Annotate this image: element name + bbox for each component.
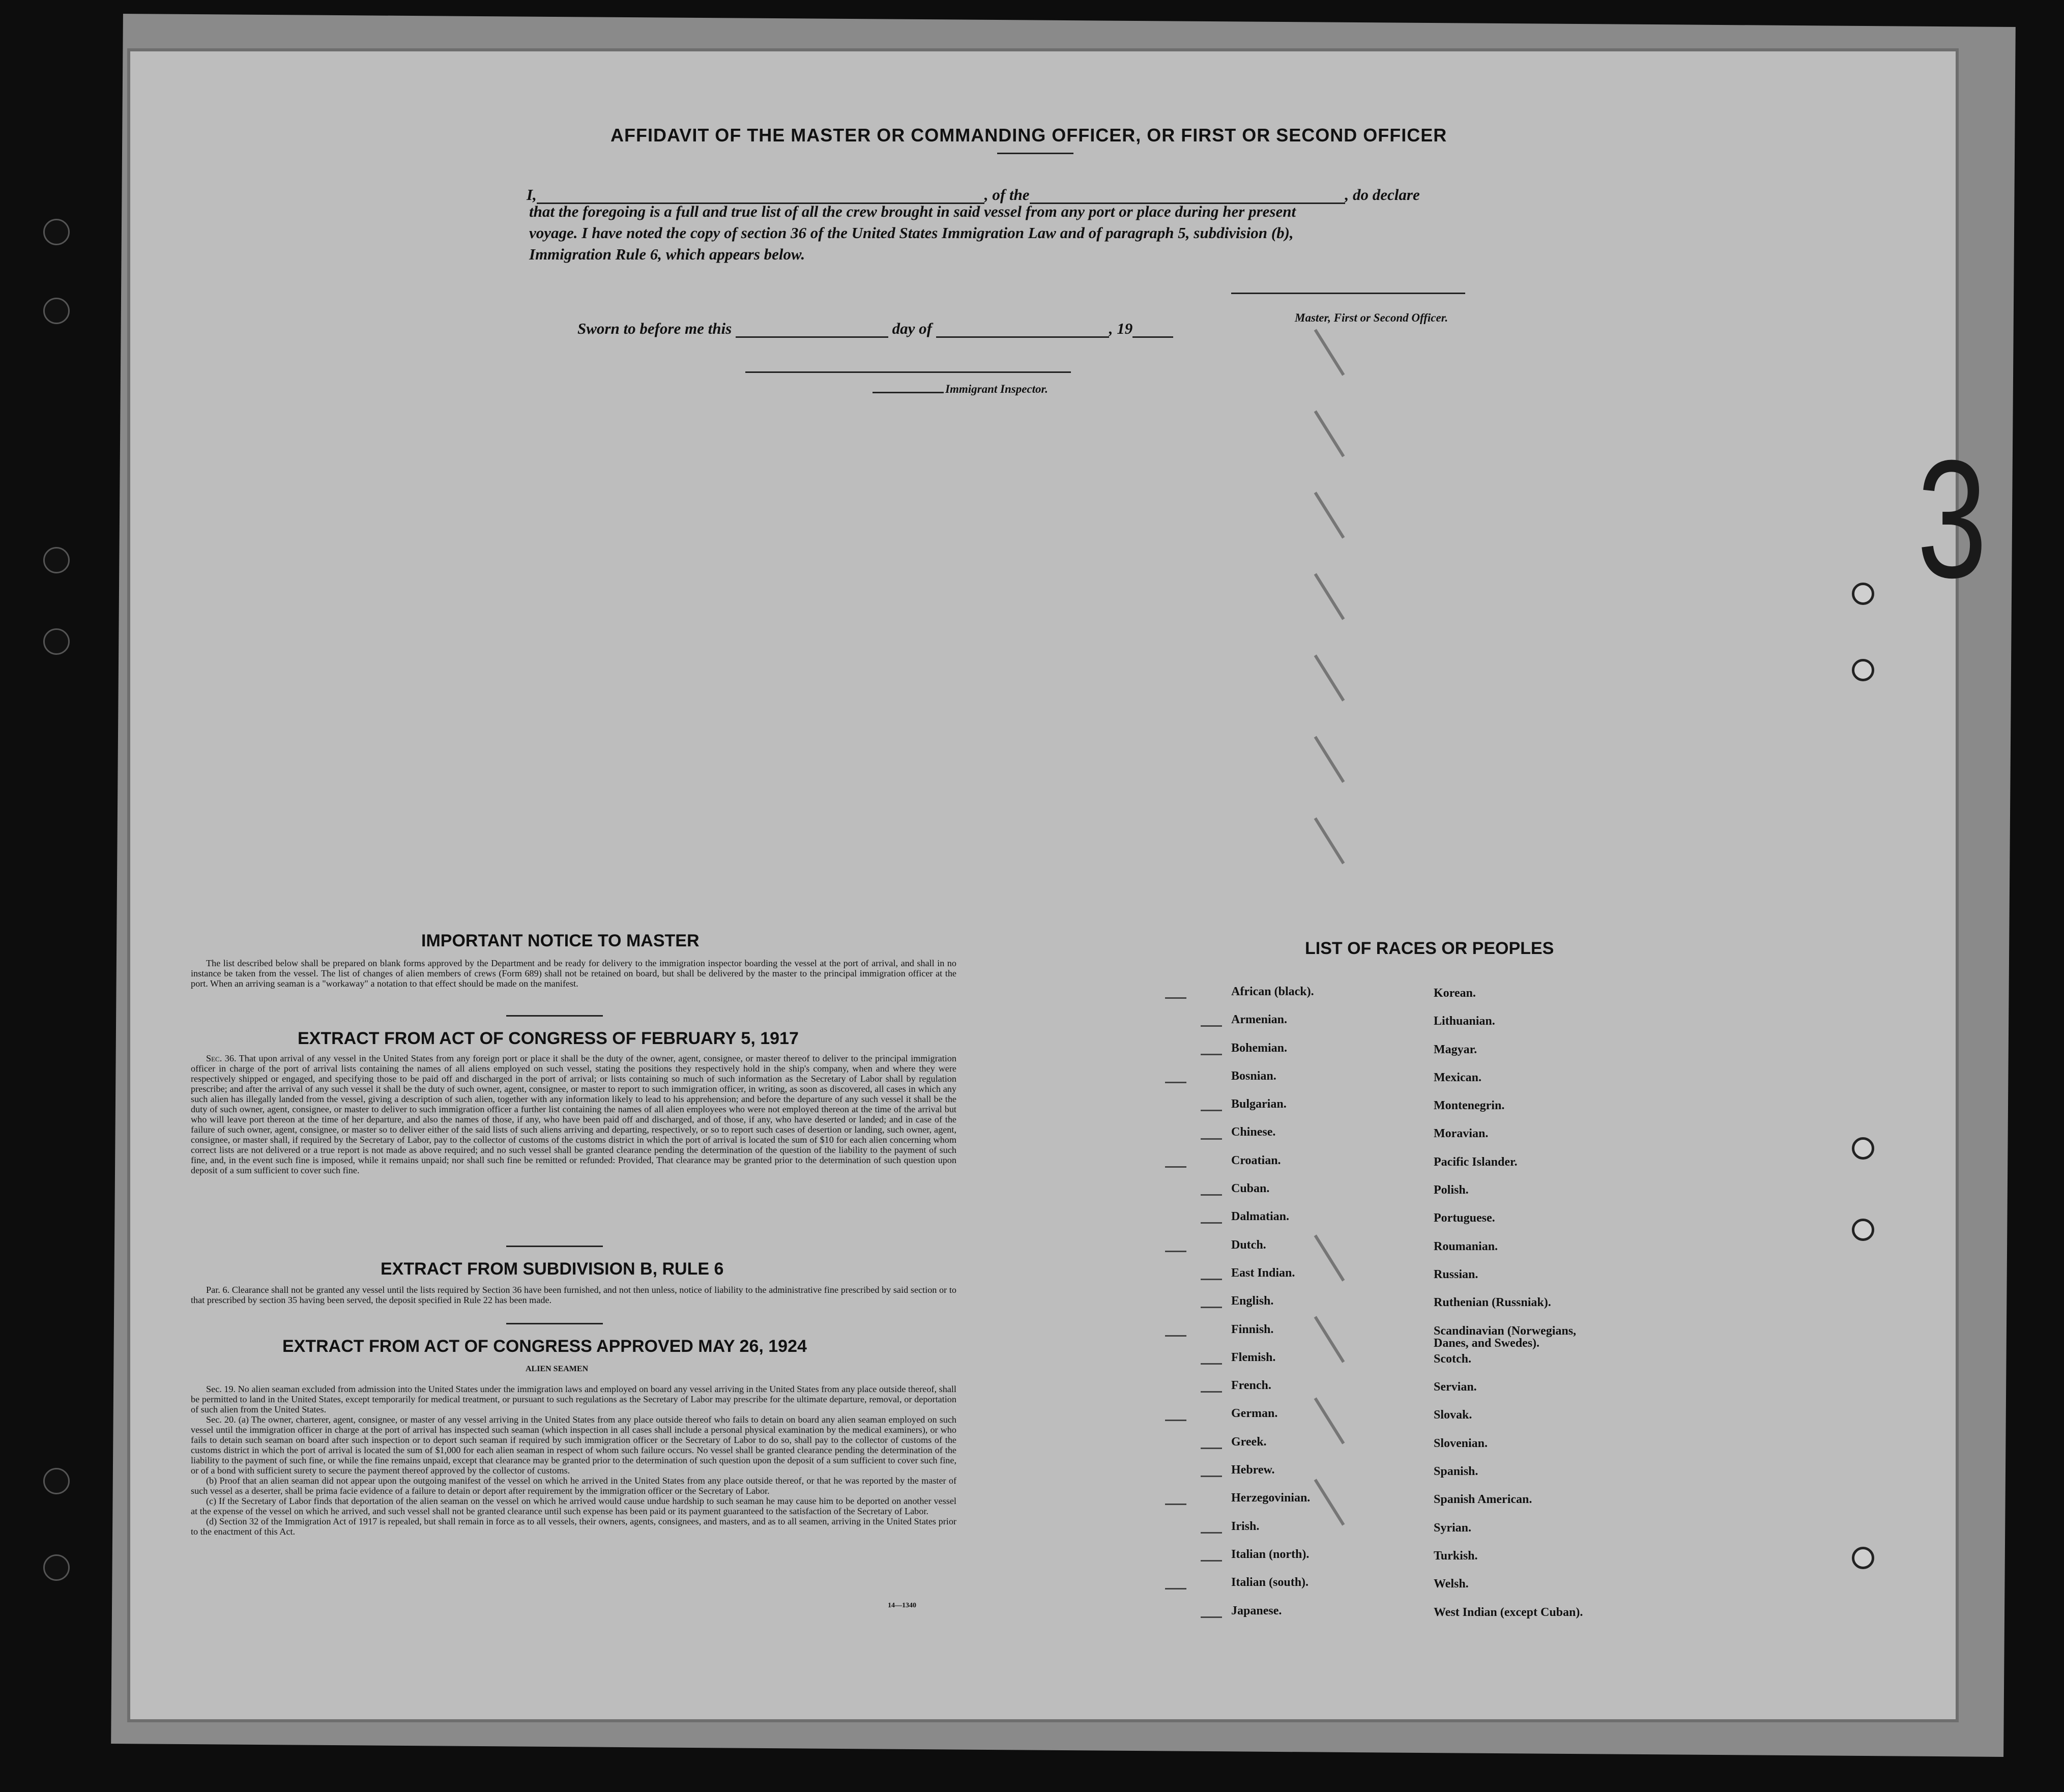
affidavit-line-3: voyage. I have noted the copy of section 36 of the United States Immigration Law and of paragraph 5, subdivision (b), bbox=[529, 224, 1294, 242]
race-leader-dash bbox=[1201, 1560, 1222, 1562]
year-label: , 19 bbox=[1109, 320, 1133, 337]
binder-hole bbox=[43, 298, 70, 324]
race-item-left: Cuban. bbox=[1231, 1182, 1270, 1196]
race-leader-dash bbox=[1165, 1251, 1186, 1252]
race-item-left: East Indian. bbox=[1231, 1266, 1295, 1280]
affidavit-line-2: that the foregoing is a full and true list of all the crew brought in said vessel from any port or place during her present bbox=[529, 203, 1296, 220]
race-item-right: Slovak. bbox=[1434, 1408, 1472, 1422]
binder-hole bbox=[1852, 659, 1874, 681]
race-leader-dash bbox=[1201, 1363, 1222, 1365]
race-leader-dash bbox=[1165, 997, 1186, 999]
inspector-label: Immigrant Inspector. bbox=[945, 383, 1048, 395]
race-item-right: Polish. bbox=[1434, 1183, 1469, 1197]
race-item-left: Hebrew. bbox=[1231, 1463, 1275, 1477]
race-leader-dash bbox=[1201, 1476, 1222, 1477]
binder-hole bbox=[43, 1468, 70, 1494]
race-leader-dash bbox=[1165, 1588, 1186, 1589]
binder-hole bbox=[1852, 1137, 1874, 1160]
race-item-right: Pacific Islander. bbox=[1434, 1155, 1518, 1169]
race-item-left: English. bbox=[1231, 1294, 1274, 1308]
notice-paragraph: The list described below shall be prepared on blank forms approved by the Department and be ready for delivery to the immigration inspector boarding the vessel at the port of arrival, and shall in no instance be taken from the vessel. The list of changes of alien members of crews (Form 689) shall not be retained on board, but shall be delivered by the master to the principal immigration officer at the port. When an arriving seaman is a "workaway" a notation to that effect should be made on the manifest. bbox=[191, 958, 956, 989]
races-right-column bbox=[1434, 987, 1583, 1634]
race-leader-dash bbox=[1201, 1138, 1222, 1140]
race-item-left: Japanese. bbox=[1231, 1604, 1282, 1617]
affidavit-line-4: Immigration Rule 6, which appears below. bbox=[529, 245, 805, 263]
race-item-left: Finnish. bbox=[1231, 1322, 1274, 1336]
handwritten-page-number: 3 bbox=[1916, 425, 1987, 613]
race-leader-dash bbox=[1201, 1448, 1222, 1449]
day-of-label: day of bbox=[892, 320, 932, 337]
race-leader-dash bbox=[1165, 1166, 1186, 1168]
race-leader-dash bbox=[1201, 1532, 1222, 1534]
race-item-right: Spanish American. bbox=[1434, 1493, 1532, 1507]
race-leader-dash bbox=[1201, 1222, 1222, 1224]
race-item-right: Servian. bbox=[1434, 1380, 1477, 1394]
race-leader-dash bbox=[1201, 1616, 1222, 1618]
race-leader-dash bbox=[1201, 1110, 1222, 1111]
binder-hole bbox=[1852, 583, 1874, 605]
of-the-label: , of the bbox=[984, 186, 1030, 204]
race-item-left: Dalmatian. bbox=[1231, 1210, 1289, 1224]
alien-seamen-subtitle: ALIEN SEAMEN bbox=[526, 1365, 589, 1373]
extract-1917-title: EXTRACT FROM ACT OF CONGRESS OF FEBRUARY 5, 1917 bbox=[298, 1029, 799, 1048]
sworn-line bbox=[577, 320, 1173, 338]
race-item-left: French. bbox=[1231, 1379, 1271, 1393]
section-label: Sec. 36. bbox=[206, 1053, 237, 1063]
notice-title: IMPORTANT NOTICE TO MASTER bbox=[421, 931, 700, 950]
race-leader-dash bbox=[1201, 1194, 1222, 1196]
race-item-right: Russian. bbox=[1434, 1267, 1478, 1281]
race-item-left: Armenian. bbox=[1231, 1013, 1287, 1027]
race-item-left: African (black). bbox=[1231, 985, 1314, 998]
race-leader-dash bbox=[1201, 1054, 1222, 1055]
race-item-right: Welsh. bbox=[1434, 1577, 1469, 1591]
affidavit-declaration-line bbox=[527, 186, 1420, 204]
extract-1924-title: EXTRACT FROM ACT OF CONGRESS APPROVED MAY 26, 1924 bbox=[282, 1337, 807, 1356]
race-item-left: Italian (north). bbox=[1231, 1547, 1310, 1561]
master-signature-blank[interactable] bbox=[1231, 293, 1465, 294]
races-title: LIST OF RACES OR PEOPLES bbox=[1305, 939, 1554, 958]
section-36-text: That upon arrival of any vessel in the United States from any foreign port or place it shall be the duty of the owner, agent, consignee, or master thereof to deliver to the principal immigration officer in charge of the port of arrival lists containing the names of all aliens employed on such vessel, stating the positions they respectively hold in the ship's company, when and where they were respectively shipped or engaged, and specifying those to be paid off and discharged in the port of arrival; or lists containing so much of such information as the Secretary of Labor shall by regulation prescribe; and after the arrival of any such vessel it shall be the duty of such owner, agent, consignee, or master to report to such immigration officer, in writing, as soon as discovered, all cases in which any such alien has illegally landed from the vessel, giving a description of such alien, together with any information likely to lead to his apprehension; and before the departure of any such vessel it shall be the duty of such owner, agent, consignee, or master to deliver to such immigration officer a further list containing the names of all alien employees who were not employed thereon at the time of the arrival but who will leave port thereon at the time of her departure, and also the names of those, if any, who have been paid off and discharged, and of those, if any, who have deserted or landed; and in case of the failure of such owner, agent, consignee, or master so to deliver either of the said lists of such aliens arriving and departing, respectively, or so to report such cases of desertion or landing, such owner, agent, consignee, or master shall, if required by the Secretary of Labor, pay to the collector of customs of the customs district in which the port of arrival is located the sum of $10 for each alien concerning whom correct lists are not delivered or a true report is not made as above required; and no such vessel shall be granted clearance pending the determination of the question of the liability to the payment of such fine, and, in the event such fine is imposed, while it remains unpaid; nor shall such fine be remitted or refunded: Provided, That clearance may be granted prior to the determination of such question upon deposit of a sum sufficient to cover such fine. bbox=[191, 1053, 956, 1175]
binder-hole bbox=[43, 219, 70, 245]
sec-20a-paragraph: Sec. 20. (a) The owner, charterer, agent, consignee, or master of any vessel arriving in the United States from any place outside thereof who fails to detain on board any alien seaman employed on such vessel until the immigration officer in charge at the port of arrival has inspected such seaman (which inspection in all cases shall include a personal physical examination by the medical examiners), or who fails to detain such seaman on board after such inspection or to deport such seaman if required by such immigration officer or the Secretary of Labor to do so, shall pay to the collector of customs of the customs district in which the port of arrival is located the sum of $1,000 for each alien seaman in respect of whom such failure occurs. No vessel shall be granted clearance pending the determination of the liability to the payment of such fine, or while the fine remains unpaid, except that clearance may be granted prior to the determination of such question upon the deposit of a sum sufficient to cover such fine, or of a bond with sufficient surety to secure the payment thereof approved by the collector of customs. bbox=[191, 1414, 956, 1476]
binder-hole bbox=[1852, 1219, 1874, 1241]
sworn-label: Sworn to before me this bbox=[577, 320, 732, 337]
sworn-month-blank[interactable] bbox=[936, 336, 1109, 338]
race-leader-dash bbox=[1201, 1279, 1222, 1280]
race-item-right: Scotch. bbox=[1434, 1352, 1471, 1366]
races-left-column bbox=[1231, 986, 1314, 1633]
affidavit-title: AFFIDAVIT OF THE MASTER OR COMMANDING OFFICER, OR FIRST OR SECOND OFFICER bbox=[611, 125, 1447, 146]
divider bbox=[506, 1015, 603, 1017]
race-item-left: Dutch. bbox=[1231, 1238, 1266, 1252]
race-leader-dash bbox=[1201, 1025, 1222, 1027]
race-item-left: Irish. bbox=[1231, 1519, 1260, 1533]
race-item-right: Spanish. bbox=[1434, 1465, 1478, 1479]
notice-text bbox=[191, 958, 956, 989]
inspector-signature-blank[interactable] bbox=[745, 371, 1071, 373]
race-item-right: Ruthenian (Russniak). bbox=[1434, 1296, 1551, 1310]
race-item-left: Herzegovinian. bbox=[1231, 1491, 1311, 1505]
race-item-left: Greek. bbox=[1231, 1435, 1267, 1449]
inspector-prefix-blank[interactable] bbox=[873, 392, 944, 393]
race-item-left: Bulgarian. bbox=[1231, 1097, 1287, 1111]
race-leader-dash bbox=[1165, 1504, 1186, 1505]
race-item-right: Syrian. bbox=[1434, 1521, 1472, 1535]
race-item-left: Italian (south). bbox=[1231, 1576, 1309, 1589]
race-item-right: West Indian (except Cuban). bbox=[1434, 1605, 1583, 1619]
extract-1924-text bbox=[191, 1384, 956, 1537]
sec-20c-paragraph: (c) If the Secretary of Labor finds that deportation of the alien seaman on the vessel on which he arrived would cause undue hardship to such seaman he may cause him to be deported on another vessel at the expense of the vessel on which he arrived, and such vessel shall not be granted clearance until such expense has been paid or its payment guaranteed to the satisfaction of the Secretary of Labor. bbox=[191, 1496, 956, 1516]
race-leader-dash bbox=[1165, 1082, 1186, 1083]
race-item-left: Flemish. bbox=[1231, 1350, 1276, 1364]
divider bbox=[997, 153, 1073, 154]
race-item-right: Lithuanian. bbox=[1434, 1015, 1495, 1028]
race-item-left: Chinese. bbox=[1231, 1125, 1276, 1139]
form-number: 14—1340 bbox=[888, 1602, 916, 1609]
extract-rule6-title: EXTRACT FROM SUBDIVISION B, RULE 6 bbox=[381, 1259, 724, 1279]
race-item-left: Croatian. bbox=[1231, 1153, 1281, 1167]
race-item-right: Montenegrin. bbox=[1434, 1099, 1505, 1113]
divider bbox=[506, 1246, 603, 1247]
do-declare-label: , do declare bbox=[1345, 186, 1420, 204]
sworn-day-blank[interactable] bbox=[736, 336, 888, 338]
race-leader-dash bbox=[1165, 1335, 1186, 1337]
master-signature-label: Master, First or Second Officer. bbox=[1295, 311, 1448, 324]
race-leader-dash bbox=[1165, 1420, 1186, 1421]
binder-hole bbox=[43, 628, 70, 655]
race-item-left: Bosnian. bbox=[1231, 1069, 1276, 1083]
divider bbox=[506, 1323, 603, 1324]
race-item-right: Mexican. bbox=[1434, 1071, 1481, 1084]
sec-20d-paragraph: (d) Section 32 of the Immigration Act of 1917 is repealed, but shall remain in force as to all vessels, their owners, agents, consignees, and masters, and as to all seamen, arriving in the United States prior to the enactment of this Act. bbox=[191, 1516, 956, 1537]
race-item-right: Portuguese. bbox=[1434, 1211, 1495, 1225]
race-item-right: Korean. bbox=[1434, 987, 1476, 1000]
binder-hole bbox=[43, 547, 70, 573]
i-label: I, bbox=[527, 186, 537, 204]
extract-rule6-text bbox=[191, 1285, 956, 1305]
sworn-year-blank[interactable] bbox=[1132, 336, 1173, 338]
race-item-left: German. bbox=[1231, 1407, 1278, 1421]
race-leader-dash bbox=[1201, 1391, 1222, 1393]
race-item-right: Slovenian. bbox=[1434, 1436, 1488, 1450]
race-item-right: Moravian. bbox=[1434, 1127, 1489, 1141]
extract-1917-text bbox=[191, 1053, 956, 1175]
binder-hole bbox=[43, 1554, 70, 1581]
race-item-right: Turkish. bbox=[1434, 1549, 1478, 1563]
sec-19-paragraph: Sec. 19. No alien seaman excluded from admission into the United States under the immigration laws and employed on board any vessel arriving in the United States from any place outside thereof, shall be permitted to land in the United States, except temporarily for medical treatment, or pursuant to such regulations as the Secretary of Labor may prescribe for the ultimate departure, removal, or deportation of such alien from the United States. bbox=[191, 1384, 956, 1414]
race-item-right: Scandinavian (Norwegians, Danes, and Swedes). bbox=[1434, 1324, 1577, 1350]
binder-hole bbox=[1852, 1547, 1874, 1569]
race-item-left: Bohemian. bbox=[1231, 1041, 1288, 1055]
sec-20b-paragraph: (b) Proof that an alien seaman did not appear upon the outgoing manifest of the vessel on which he arrived in the United States from any place outside thereof, or that he was reported by the master of such vessel as a deserter, shall be prima facie evidence of a failure to detain or deport after requirement by the immigration officer or the Secretary of Labor. bbox=[191, 1476, 956, 1496]
race-leader-dash bbox=[1201, 1307, 1222, 1308]
rule6-paragraph: Par. 6. Clearance shall not be granted any vessel until the lists required by Section 36 have been furnished, and not then unless, notice of liability to the administrative fine prescribed by said section or to that prescribed by section 35 having been served, the deposit specified in Rule 22 has been made. bbox=[191, 1285, 956, 1305]
race-item-right: Roumanian. bbox=[1434, 1239, 1498, 1253]
race-item-right: Magyar. bbox=[1434, 1043, 1477, 1056]
